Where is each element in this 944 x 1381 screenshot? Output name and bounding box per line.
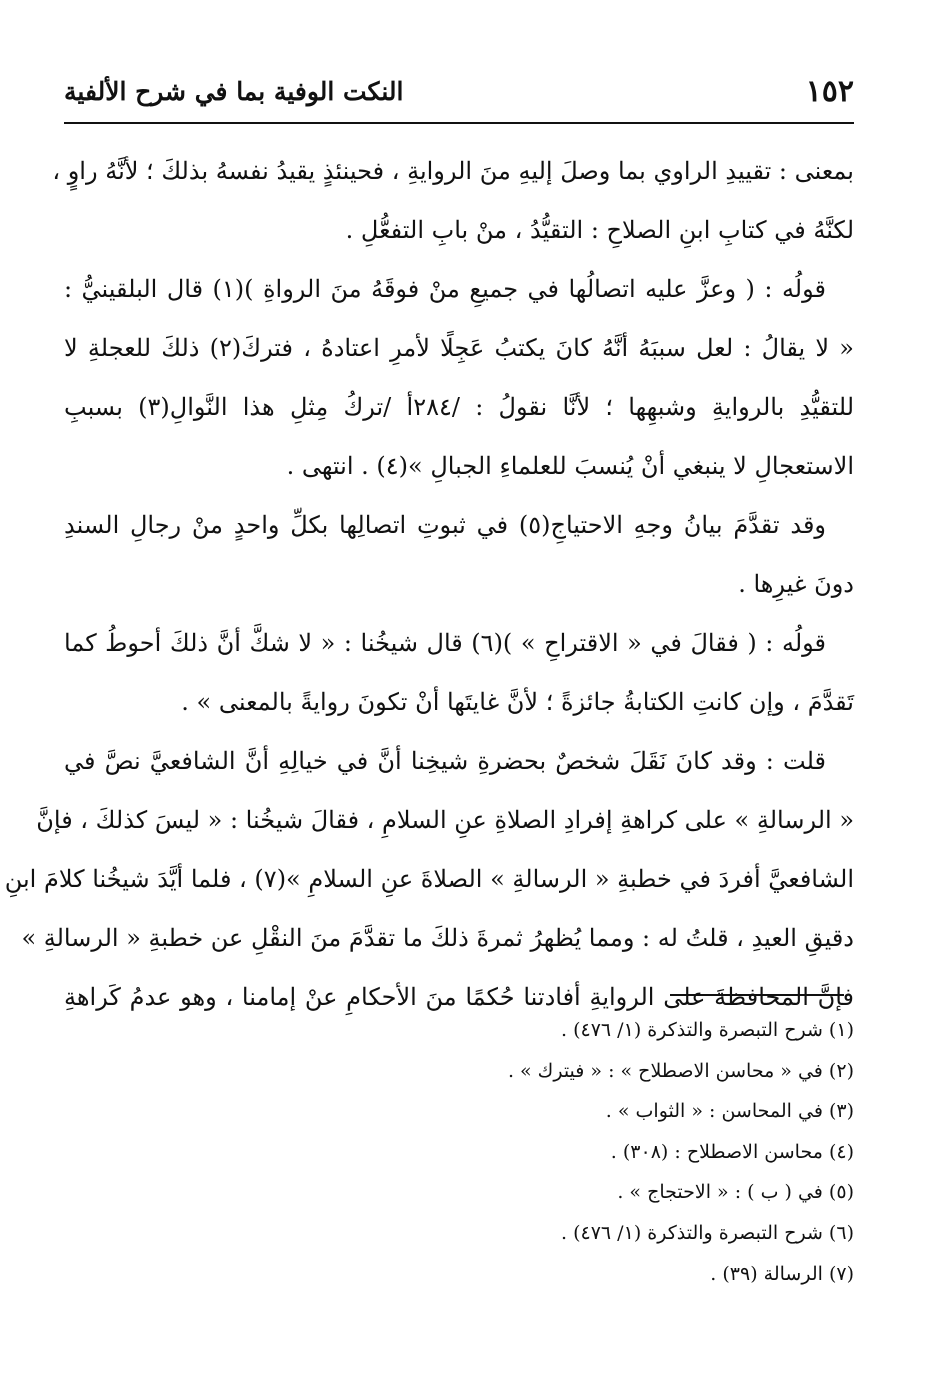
text-line: الاستعجالِ لا ينبغي أنْ يُنسبَ للعلماءِ الجبالِ »(٤) . انتهى . — [286, 452, 854, 480]
running-header — [64, 62, 854, 112]
text-line: الشافعيَّ أفردَ في خطبةِ « الرسالةِ » الصلاةَ عنِ السلامِ »(٧) ، فلما أيَّدَ شيخُنا كلامَ ابنِ — [4, 865, 854, 893]
footnote: (١) شرح التبصرة والتذكرة (١/ ٤٧٦) . — [561, 1019, 854, 1041]
text-line: للتقيُّدِ بالروايةِ وشبهِها ؛ لأنَّا نقولُ : /٢٨٤أ /تركُ مِثلِ هذا النَّوالِ(٣) بسببِ — [64, 393, 855, 421]
text-line: قلت : وقد كانَ نَقَلَ شخصٌ بحضرةِ شيخِنا أنَّ في خيالِهِ أنَّ الشافعيَّ نصَّ في — [64, 747, 826, 775]
footnotes — [64, 1010, 854, 1294]
footnote: (٥) في ( ب ) : « الاحتجاج » . — [617, 1181, 854, 1204]
page-number: ١٥٢ — [805, 74, 854, 109]
footnote: (٣) في المحاسن : « الثواب » . — [605, 1100, 854, 1123]
main-text — [4, 142, 855, 1027]
text-line: « لا يقالُ : لعل سببَهُ أنَّهُ كانَ يكتبُ عَجِلًا لأمرِ اعتادهُ ، فتركَ(٢) ذلكَ للعجلةِ لا — [64, 334, 854, 362]
running-title: النكت الوفية بما في شرح الألفية — [64, 77, 404, 106]
text-line: فإنَّ المحافظةَ على الروايةِ أفادتنا حُكمًا منَ الأحكامِ عنْ إمامنا ، وهو عدمُ كَراهةِ — [64, 983, 855, 1011]
text-line: لكنَّهُ في كتابِ ابنِ الصلاحِ : التقيُّدُ ، منْ بابِ التفعُّلِ . — [345, 216, 854, 244]
footnote: (٤) محاسن الاصطلاح : (٣٠٨) . — [610, 1140, 854, 1163]
footnote: (٢) في « محاسن الاصطلاح » : « فيترك » . — [507, 1059, 854, 1082]
text-line: قولُه : ( فقالَ في « الاقتراحِ » )(٦) قال شيخُنا : « لا شكَّ أنَّ ذلكَ أحوطُ كما — [64, 629, 826, 657]
text-line: بمعنى : تقييدِ الراوي بما وصلَ إليهِ منَ الروايةِ ، فحينئذٍ يقيدُ نفسهُ بذلكَ ؛ لأنَّهُ راوٍ ، — [52, 157, 854, 185]
text-line: وقد تقدَّمَ بيانُ وجهِ الاحتياجِ(٥) في ثبوتِ اتصالِها بكلِّ واحدٍ منْ رجالِ السندِ — [64, 511, 827, 539]
footnote: (٧) الرسالة (٣٩) . — [710, 1262, 854, 1285]
text-line: « الرسالةِ » على كراهةِ إفرادِ الصلاةِ عنِ السلامِ ، فقالَ شيخُنا : « ليسَ كذلكَ ، فإنَّ — [36, 806, 854, 834]
footnote-separator — [670, 994, 844, 996]
text-line: دقيقِ العيدِ ، قلتُ له : ومما يُظهرُ ثمرةَ ذلكَ ما تقدَّمَ منَ النقْلِ عن خطبةِ « الرسالةِ » — [21, 924, 854, 952]
text-line: دونَ غيرِها . — [738, 570, 854, 598]
text-line: تَقدَّمَ ، وإن كانتِ الكتابةُ جائزةً ؛ لأنَّ غايتَها أنْ تكونَ روايةً بالمعنى » . — [181, 688, 854, 716]
footnote: (٦) شرح التبصرة والتذكرة (١/ ٤٧٦) . — [561, 1221, 854, 1244]
text-line: قولُه : ( وعزَّ عليه اتصالُها في جميعِ منْ فوقَهُ منَ الرواةِ )(١) قال البلقينيُّ : — [64, 275, 826, 303]
header-rule — [64, 122, 854, 124]
